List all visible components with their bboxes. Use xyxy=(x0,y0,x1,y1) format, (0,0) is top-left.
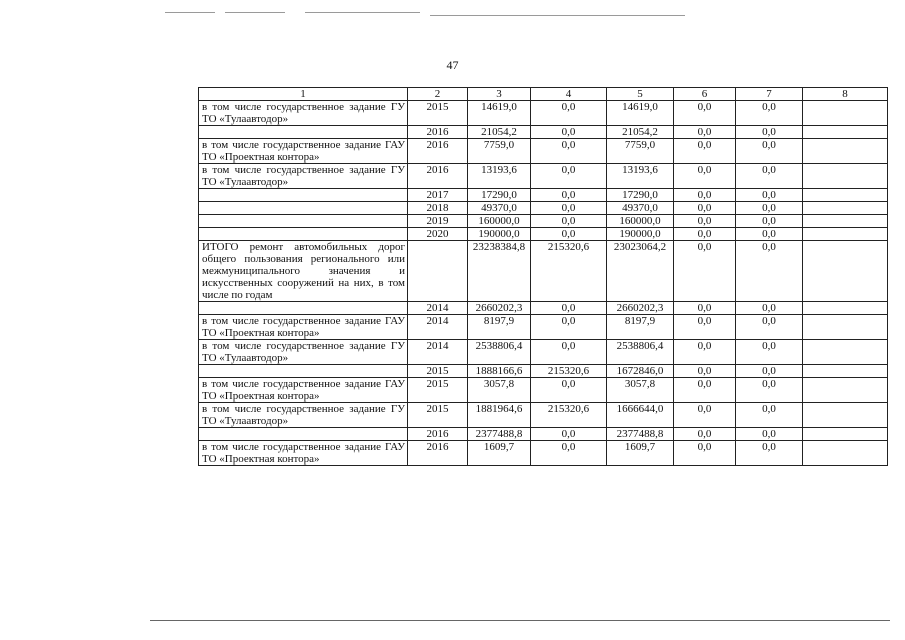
row-col8 xyxy=(803,441,888,466)
row-description xyxy=(199,126,408,139)
row-total: 14619,0 xyxy=(468,101,531,126)
row-year: 2016 xyxy=(408,428,468,441)
row-year: 2016 xyxy=(408,441,468,466)
row-col7: 0,0 xyxy=(736,302,803,315)
row-col8 xyxy=(803,241,888,302)
row-col8 xyxy=(803,139,888,164)
row-description: в том числе государственное задание ГАУ ТО «Проектная контора» xyxy=(199,315,408,340)
row-col6: 0,0 xyxy=(674,365,736,378)
row-description xyxy=(199,365,408,378)
header-cell: 5 xyxy=(607,88,674,101)
row-federal: 0,0 xyxy=(531,126,607,139)
row-total: 160000,0 xyxy=(468,215,531,228)
row-total: 2377488,8 xyxy=(468,428,531,441)
scan-artifact-line xyxy=(430,15,685,16)
row-regional: 1672846,0 xyxy=(607,365,674,378)
row-col8 xyxy=(803,302,888,315)
row-col6: 0,0 xyxy=(674,340,736,365)
row-col7: 0,0 xyxy=(736,428,803,441)
row-col7: 0,0 xyxy=(736,215,803,228)
table-row xyxy=(199,189,888,202)
row-regional: 3057,8 xyxy=(607,378,674,403)
row-total: 1609,7 xyxy=(468,441,531,466)
row-col7: 0,0 xyxy=(736,101,803,126)
row-col6: 0,0 xyxy=(674,403,736,428)
header-cell: 7 xyxy=(736,88,803,101)
row-col6: 0,0 xyxy=(674,241,736,302)
scan-artifact-line xyxy=(225,12,285,13)
page-bottom-rule xyxy=(150,620,890,621)
row-description xyxy=(199,202,408,215)
row-year: 2014 xyxy=(408,302,468,315)
row-col7: 0,0 xyxy=(736,315,803,340)
row-regional: 1609,7 xyxy=(607,441,674,466)
row-total: 49370,0 xyxy=(468,202,531,215)
row-year xyxy=(408,241,468,302)
row-total: 17290,0 xyxy=(468,189,531,202)
table-row xyxy=(199,365,888,378)
row-col7: 0,0 xyxy=(736,202,803,215)
row-federal: 0,0 xyxy=(531,139,607,164)
row-year: 2015 xyxy=(408,365,468,378)
row-col6: 0,0 xyxy=(674,139,736,164)
row-regional: 160000,0 xyxy=(607,215,674,228)
table-row xyxy=(199,101,888,126)
row-total: 8197,9 xyxy=(468,315,531,340)
row-federal: 0,0 xyxy=(531,202,607,215)
page-number: 47 xyxy=(446,58,459,72)
row-col8 xyxy=(803,378,888,403)
row-year: 2016 xyxy=(408,126,468,139)
row-col8 xyxy=(803,340,888,365)
table-row xyxy=(199,202,888,215)
row-col6: 0,0 xyxy=(674,126,736,139)
table-row xyxy=(199,403,888,428)
header-cell: 6 xyxy=(674,88,736,101)
row-col7: 0,0 xyxy=(736,365,803,378)
row-federal: 0,0 xyxy=(531,189,607,202)
header-cell: 3 xyxy=(468,88,531,101)
row-regional: 23023064,2 xyxy=(607,241,674,302)
table-row xyxy=(199,164,888,189)
table-row xyxy=(199,139,888,164)
scan-artifact-line xyxy=(305,12,420,13)
row-col7: 0,0 xyxy=(736,189,803,202)
table-row xyxy=(199,241,888,302)
row-total: 3057,8 xyxy=(468,378,531,403)
row-total: 13193,6 xyxy=(468,164,531,189)
table-row xyxy=(199,428,888,441)
row-col8 xyxy=(803,189,888,202)
row-col8 xyxy=(803,428,888,441)
row-total: 190000,0 xyxy=(468,228,531,241)
row-year: 2014 xyxy=(408,315,468,340)
row-total: 1881964,6 xyxy=(468,403,531,428)
row-regional: 13193,6 xyxy=(607,164,674,189)
row-federal: 0,0 xyxy=(531,302,607,315)
row-regional: 2538806,4 xyxy=(607,340,674,365)
row-year: 2014 xyxy=(408,340,468,365)
row-col8 xyxy=(803,202,888,215)
row-col8 xyxy=(803,126,888,139)
row-federal: 215320,6 xyxy=(531,403,607,428)
row-description: в том числе государственное задание ГУ ТО «Тулаавтодор» xyxy=(199,403,408,428)
row-description xyxy=(199,428,408,441)
row-federal: 0,0 xyxy=(531,101,607,126)
row-description: в том числе государственное задание ГАУ ТО «Проектная контора» xyxy=(199,378,408,403)
row-description xyxy=(199,215,408,228)
row-col7: 0,0 xyxy=(736,126,803,139)
budget-table xyxy=(198,87,888,466)
row-col7: 0,0 xyxy=(736,378,803,403)
table-row xyxy=(199,126,888,139)
row-total: 21054,2 xyxy=(468,126,531,139)
header-cell: 8 xyxy=(803,88,888,101)
row-federal: 0,0 xyxy=(531,215,607,228)
row-col7: 0,0 xyxy=(736,164,803,189)
table-row xyxy=(199,302,888,315)
row-regional: 14619,0 xyxy=(607,101,674,126)
row-regional: 21054,2 xyxy=(607,126,674,139)
row-description: ИТОГО ремонт автомобильных дорог общего пользования регионального или межмуниципального значения и искусственных сооружений на них, в том числе по годам xyxy=(199,241,408,302)
row-regional: 190000,0 xyxy=(607,228,674,241)
row-federal: 0,0 xyxy=(531,428,607,441)
header-cell: 4 xyxy=(531,88,607,101)
row-col6: 0,0 xyxy=(674,228,736,241)
row-federal: 0,0 xyxy=(531,164,607,189)
row-total: 2660202,3 xyxy=(468,302,531,315)
row-federal: 0,0 xyxy=(531,228,607,241)
row-col6: 0,0 xyxy=(674,101,736,126)
row-year: 2018 xyxy=(408,202,468,215)
row-federal: 0,0 xyxy=(531,378,607,403)
table-row xyxy=(199,340,888,365)
row-regional: 17290,0 xyxy=(607,189,674,202)
row-regional: 2660202,3 xyxy=(607,302,674,315)
row-col8 xyxy=(803,164,888,189)
row-col6: 0,0 xyxy=(674,378,736,403)
table-row xyxy=(199,378,888,403)
table-row xyxy=(199,441,888,466)
row-col6: 0,0 xyxy=(674,428,736,441)
scan-artifact-line xyxy=(165,12,215,13)
row-col6: 0,0 xyxy=(674,441,736,466)
row-col7: 0,0 xyxy=(736,403,803,428)
row-col7: 0,0 xyxy=(736,441,803,466)
row-total: 7759,0 xyxy=(468,139,531,164)
row-regional: 8197,9 xyxy=(607,315,674,340)
row-regional: 7759,0 xyxy=(607,139,674,164)
row-year: 2016 xyxy=(408,164,468,189)
row-year: 2016 xyxy=(408,139,468,164)
row-federal: 215320,6 xyxy=(531,241,607,302)
row-col6: 0,0 xyxy=(674,315,736,340)
row-description xyxy=(199,189,408,202)
row-description: в том числе государственное задание ГУ ТО «Тулаавтодор» xyxy=(199,101,408,126)
row-col7: 0,0 xyxy=(736,228,803,241)
row-col6: 0,0 xyxy=(674,202,736,215)
row-col8 xyxy=(803,403,888,428)
row-description xyxy=(199,302,408,315)
row-year: 2015 xyxy=(408,403,468,428)
row-year: 2020 xyxy=(408,228,468,241)
table-header-row xyxy=(199,88,888,101)
row-col8 xyxy=(803,365,888,378)
row-description: в том числе государственное задание ГУ ТО «Тулаавтодор» xyxy=(199,164,408,189)
row-year: 2019 xyxy=(408,215,468,228)
row-total: 1888166,6 xyxy=(468,365,531,378)
row-col8 xyxy=(803,315,888,340)
row-federal: 215320,6 xyxy=(531,365,607,378)
row-description xyxy=(199,228,408,241)
row-col8 xyxy=(803,215,888,228)
row-col8 xyxy=(803,228,888,241)
row-col7: 0,0 xyxy=(736,340,803,365)
row-col6: 0,0 xyxy=(674,215,736,228)
row-regional: 1666644,0 xyxy=(607,403,674,428)
row-col7: 0,0 xyxy=(736,241,803,302)
row-year: 2015 xyxy=(408,378,468,403)
table-row xyxy=(199,215,888,228)
table-row xyxy=(199,228,888,241)
row-total: 23238384,8 xyxy=(468,241,531,302)
row-year: 2015 xyxy=(408,101,468,126)
row-description: в том числе государственное задание ГАУ ТО «Проектная контора» xyxy=(199,441,408,466)
table-row xyxy=(199,315,888,340)
row-description: в том числе государственное задание ГУ ТО «Тулаавтодор» xyxy=(199,340,408,365)
row-col6: 0,0 xyxy=(674,164,736,189)
header-cell: 2 xyxy=(408,88,468,101)
row-col6: 0,0 xyxy=(674,189,736,202)
row-col6: 0,0 xyxy=(674,302,736,315)
row-year: 2017 xyxy=(408,189,468,202)
row-regional: 49370,0 xyxy=(607,202,674,215)
row-total: 2538806,4 xyxy=(468,340,531,365)
row-federal: 0,0 xyxy=(531,340,607,365)
row-federal: 0,0 xyxy=(531,441,607,466)
row-col8 xyxy=(803,101,888,126)
header-cell: 1 xyxy=(199,88,408,101)
row-description: в том числе государственное задание ГАУ ТО «Проектная контора» xyxy=(199,139,408,164)
row-federal: 0,0 xyxy=(531,315,607,340)
row-regional: 2377488,8 xyxy=(607,428,674,441)
row-col7: 0,0 xyxy=(736,139,803,164)
